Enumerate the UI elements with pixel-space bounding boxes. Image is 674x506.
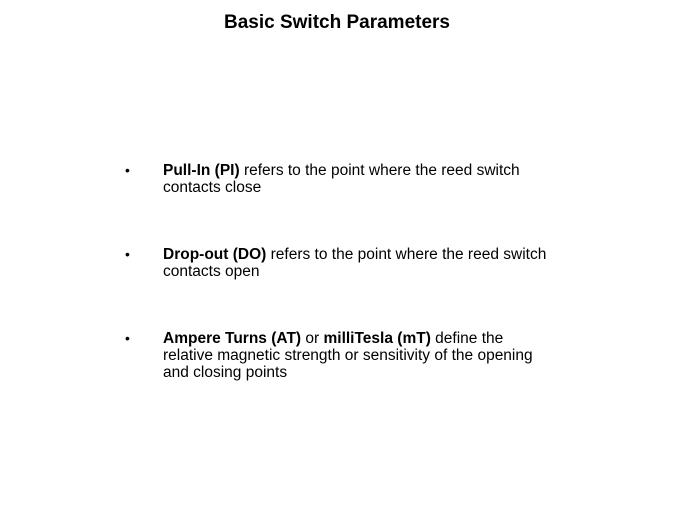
bullet-term: Ampere Turns (AT) xyxy=(163,330,302,347)
bullet-description: define the relative magnetic strength or sensitivity of the opening and closing points xyxy=(163,330,533,381)
bullet-text xyxy=(163,162,555,196)
bullet-text xyxy=(163,330,555,381)
bullet-description: refers to the point where the reed switch contacts close xyxy=(163,162,520,196)
bullet-icon: • xyxy=(125,246,130,262)
bullet-text xyxy=(163,246,555,280)
bullet-connector: or xyxy=(301,330,324,347)
bullet-icon: • xyxy=(125,162,130,178)
bullet-icon: • xyxy=(125,330,130,346)
bullet-description: refers to the point where the reed switch contacts open xyxy=(163,246,547,280)
bullet-term: Pull-In (PI) xyxy=(163,162,240,179)
bullet-term-secondary: milliTesla (mT) xyxy=(323,330,431,347)
bullet-term: Drop-out (DO) xyxy=(163,246,267,263)
slide-title: Basic Switch Parameters xyxy=(223,12,450,33)
